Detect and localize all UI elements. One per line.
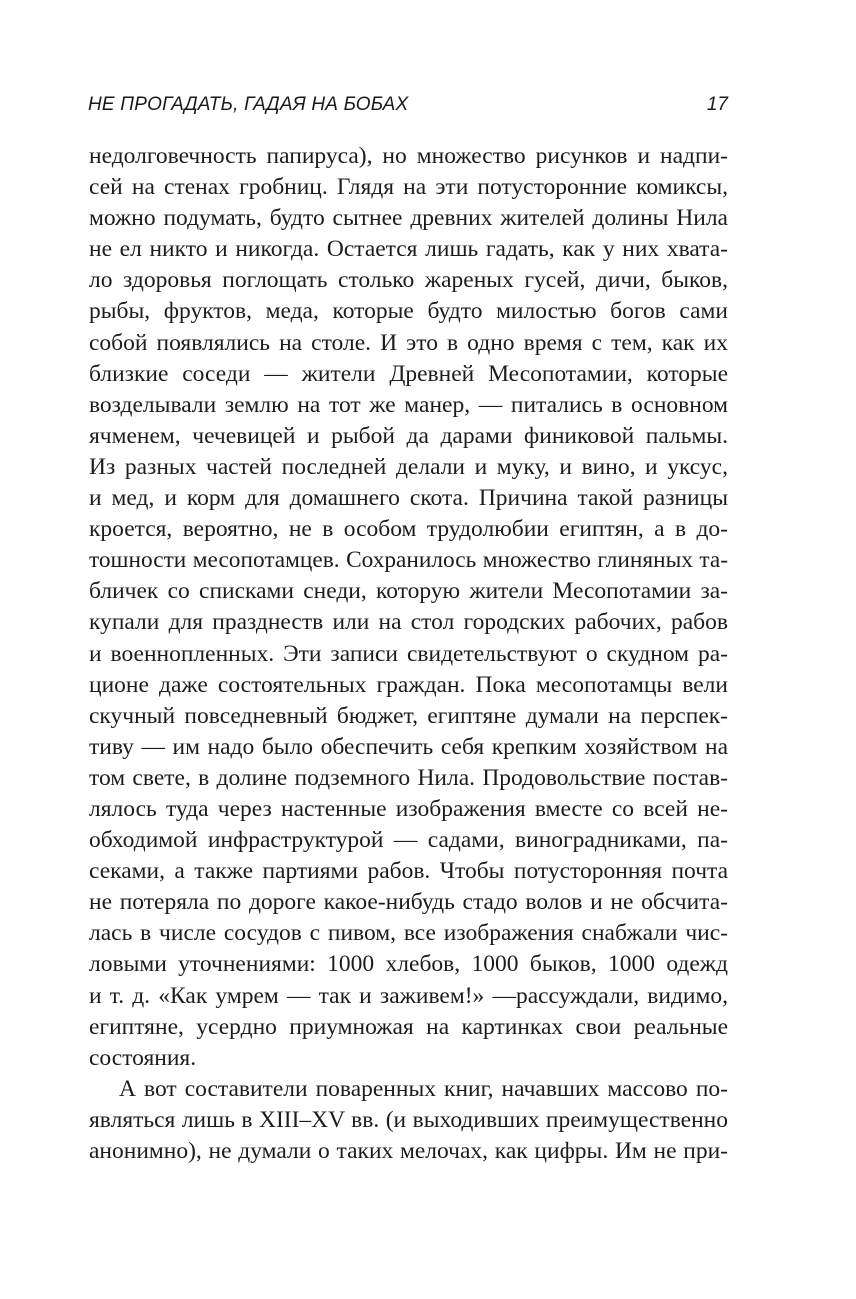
text-line: лась в числе сосудов с пивом, все изображения снабжали чис- — [89, 920, 728, 947]
text-line: и т. д. «Как умрем — так и заживем!» —рассуждали, видимо, — [89, 982, 728, 1009]
text-line: собой появлялись на столе. И это в одно время с тем, как их — [89, 329, 728, 356]
text-line: купали для празднеств или на стол городских рабочих, рабов — [89, 609, 728, 636]
running-title: НЕ ПРОГАДАТЬ, ГАДАЯ НА БОБАХ — [88, 94, 409, 115]
text-line: ловыми уточнениями: 1000 хлебов, 1000 быков, 1000 одежд — [89, 951, 728, 978]
text-line: ционе даже состоятельных граждан. Пока месопотамцы вели — [89, 671, 728, 698]
paragraph-2 — [89, 1074, 728, 1167]
text-line: состояния. — [89, 1044, 197, 1071]
text-line: являться лишь в XIII–XV вв. (и выходивших преимущественно — [89, 1106, 728, 1133]
text-line: сей на стенах гробниц. Глядя на эти потусторонние комиксы, — [89, 174, 728, 201]
paragraph-1 — [89, 141, 728, 1074]
text-line: и военнопленных. Эти записи свидетельствуют о скудном ра- — [89, 640, 728, 667]
text-line: том свете, в долине подземного Нила. Продовольствие постав- — [89, 764, 728, 791]
text-line: скучный повседневный бюджет, египтяне думали на перспек- — [89, 702, 728, 729]
text-line: анонимно), не думали о таких мелочах, как цифры. Им не при- — [89, 1138, 728, 1164]
page-number: 17 — [706, 94, 728, 115]
text-line: и мед, и корм для домашнего скота. Причина такой разницы — [89, 485, 728, 512]
text-line: ячменем, чечевицей и рыбой да дарами финиковой пальмы. — [89, 422, 728, 449]
text-line: А вот составители поваренных книг, начавших массово по- — [119, 1075, 728, 1102]
text-line: секами, а также партиями рабов. Чтобы потусторонняя почта — [89, 858, 728, 885]
text-line: тиву — им надо было обеспечить себя крепким хозяйством на — [89, 733, 728, 760]
text-line: кроется, вероятно, не в особом трудолюбии египтян, а в до- — [89, 516, 728, 543]
text-line: тошности месопотамцев. Сохранилось множество глиняных та- — [89, 547, 728, 574]
text-line: недолговечность папируса), но множество рисунков и надпи- — [89, 143, 728, 169]
text-line: не ел никто и никогда. Остается лишь гадать, как у них хвата- — [89, 236, 728, 263]
text-line: рыбы, фруктов, меда, которые будто милостью богов сами — [89, 298, 728, 325]
body-text — [89, 141, 728, 1167]
text-line: обходимой инфраструктурой — садами, виноградниками, па- — [89, 827, 728, 854]
text-line: близкие соседи — жители Древней Месопотамии, которые — [89, 360, 728, 387]
text-line: можно подумать, будто сытнее древних жителей долины Нила — [89, 205, 728, 232]
text-line: возделывали землю на тот же манер, — питались в основном — [89, 391, 728, 418]
text-line: египтяне, усердно приумножая на картинках свои реальные — [89, 1013, 728, 1040]
text-line: Из разных частей последней делали и муку, и вино, и уксус, — [89, 453, 728, 480]
text-line: не потеряла по дороге какое-нибудь стадо волов и не обсчита- — [89, 889, 728, 916]
text-line: ло здоровья поглощать столько жареных гусей, дичи, быков, — [89, 267, 728, 294]
text-line: лялось туда через настенные изображения вместе со всей не- — [89, 795, 728, 822]
text-line: бличек со списками снеди, которую жители Месопотамии за- — [89, 578, 728, 605]
